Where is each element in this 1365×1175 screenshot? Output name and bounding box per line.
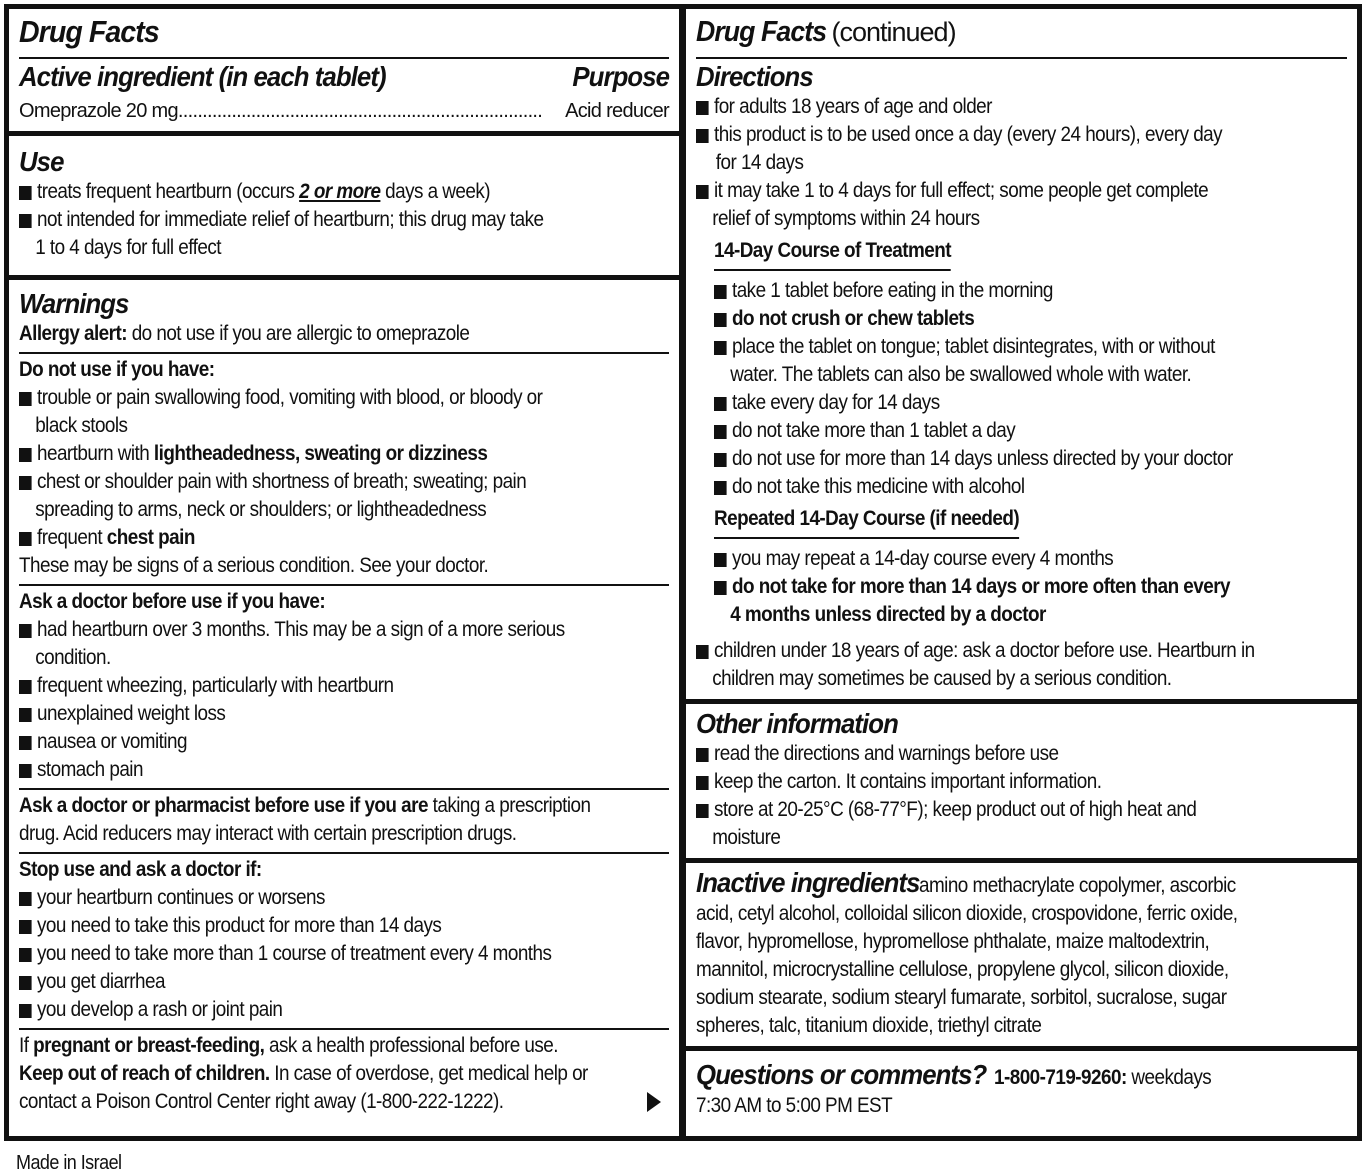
continued-label: (continued) bbox=[831, 16, 956, 47]
list-item: frequent wheezing, particularly with heartburn bbox=[19, 672, 604, 700]
list-item: keep the carton. It contains important information. bbox=[696, 768, 1282, 796]
do-not-use-heading: Do not use if you have: bbox=[19, 358, 215, 381]
do-not-use-note: These may be signs of a serious condition. See your doctor. bbox=[19, 554, 489, 577]
questions-section bbox=[686, 1051, 1357, 1126]
list-item: trouble or pain swallowing food, vomiting with blood, or bloody or bbox=[19, 384, 604, 412]
directions-section bbox=[686, 9, 1357, 704]
other-information-section bbox=[686, 704, 1357, 863]
list-item: you need to take this product for more than 14 days bbox=[19, 912, 604, 940]
list-item-continued: black stools bbox=[35, 414, 128, 437]
ask-pharmacist-continued: drug. Acid reducers may interact with certain prescription drugs. bbox=[19, 822, 517, 845]
list-item: this product is to be used once a day (every 24 hours), every day bbox=[696, 121, 1282, 149]
list-item: unexplained weight loss bbox=[19, 700, 604, 728]
inactive-ingredients-text: acid, cetyl alcohol, colloidal silicon dioxide, crospovidone, ferric oxide, bbox=[696, 902, 1238, 925]
list-item: do not use for more than 14 days unless directed by your doctor bbox=[714, 445, 1284, 473]
directions-heading: Directions bbox=[696, 61, 813, 92]
list-item: you need to take more than 1 course of treatment every 4 months bbox=[19, 940, 604, 968]
keep-out-of-reach: Keep out of reach of children. In case of overdose, get medical help or bbox=[19, 1062, 588, 1085]
continue-arrow-icon bbox=[647, 1092, 661, 1112]
ingredient-name: Omeprazole 20 mg bbox=[19, 100, 178, 122]
list-item: read the directions and warnings before use bbox=[696, 740, 1282, 768]
list-item: place the tablet on tongue; tablet disintegrates, with or without bbox=[714, 333, 1284, 361]
list-item: take every day for 14 days bbox=[714, 389, 1284, 417]
list-item-continued: 4 months unless directed by a doctor bbox=[730, 603, 1046, 626]
list-item: for adults 18 years of age and older bbox=[696, 93, 1282, 121]
inactive-ingredients-heading: Inactive ingredients bbox=[696, 867, 920, 898]
list-item: children under 18 years of age: ask a doctor before use. Heartburn in bbox=[696, 637, 1282, 665]
pregnancy-warning: If pregnant or breast-feeding, ask a health professional before use. bbox=[19, 1034, 558, 1057]
list-item: treats frequent heartburn (occurs 2 or more days a week) bbox=[19, 178, 604, 206]
list-item: nausea or vomiting bbox=[19, 728, 604, 756]
inactive-ingredients-section bbox=[686, 863, 1357, 1051]
inactive-ingredients-text: sodium stearate, sodium stearyl fumarate, sorbitol, sucralose, sugar bbox=[696, 986, 1227, 1009]
ingredient-purpose: Acid reducer bbox=[565, 100, 669, 122]
phone-number[interactable]: 1-800-719-9260: bbox=[993, 1066, 1127, 1089]
list-item: chest or shoulder pain with shortness of breath; sweating; pain bbox=[19, 468, 604, 496]
active-ingredient-heading: Active ingredient (in each tablet) bbox=[19, 61, 386, 92]
warnings-heading: Warnings bbox=[19, 288, 129, 319]
questions-heading: Questions or comments? bbox=[696, 1059, 987, 1090]
list-item: stomach pain bbox=[19, 756, 604, 784]
list-item-continued: condition. bbox=[35, 646, 111, 669]
list-item: store at 20-25°C (68-77°F); keep product out of high heat and bbox=[696, 796, 1282, 824]
drug-facts-right-panel bbox=[681, 4, 1362, 1141]
use-heading: Use bbox=[19, 146, 64, 177]
drug-facts-title: Drug Facts bbox=[19, 14, 159, 49]
allergy-alert: Allergy alert: do not use if you are allergic to omeprazole bbox=[19, 322, 470, 345]
list-item-continued: relief of symptoms within 24 hours bbox=[712, 207, 980, 230]
list-item-continued: water. The tablets can also be swallowed whole with water. bbox=[730, 363, 1192, 386]
hours-text: weekdays bbox=[1126, 1066, 1211, 1089]
list-item: take 1 tablet before eating in the morning bbox=[714, 277, 1284, 305]
inactive-ingredients-text: mannitol, microcrystalline cellulose, propylene glycol, silicon dioxide, bbox=[696, 958, 1229, 981]
list-item: do not take more than 1 tablet a day bbox=[714, 417, 1284, 445]
list-item-continued: spreading to arms, neck or shoulders; or lightheadedness bbox=[35, 498, 487, 521]
leader-dots: ........................................................................... bbox=[177, 100, 543, 122]
made-in-label: Made in Israel bbox=[16, 1152, 122, 1174]
inactive-ingredients-text: amino methacrylate copolymer, ascorbic bbox=[918, 874, 1236, 897]
warnings-section bbox=[9, 280, 679, 1122]
course-heading: 14-Day Course of Treatment bbox=[714, 237, 951, 271]
ask-doctor-heading: Ask a doctor before use if you have: bbox=[19, 590, 326, 613]
inactive-ingredients-text: spheres, talc, titanium dioxide, triethyl citrate bbox=[696, 1014, 1042, 1037]
active-ingredient-section bbox=[9, 9, 679, 136]
list-item: do not crush or chew tablets bbox=[714, 305, 1284, 333]
list-item: you get diarrhea bbox=[19, 968, 604, 996]
list-item: it may take 1 to 4 days for full effect; some people get complete bbox=[696, 177, 1282, 205]
list-item: frequent chest pain bbox=[19, 524, 604, 552]
list-item: not intended for immediate relief of heartburn; this drug may take bbox=[19, 206, 604, 234]
list-item-continued: 1 to 4 days for full effect bbox=[35, 236, 221, 259]
list-item: your heartburn continues or worsens bbox=[19, 884, 604, 912]
poison-control: contact a Poison Control Center right away (1-800-222-1222). bbox=[19, 1090, 504, 1113]
drug-facts-left-panel bbox=[4, 4, 684, 1141]
list-item: you develop a rash or joint pain bbox=[19, 996, 604, 1024]
list-item: heartburn with lightheadedness, sweating or dizziness bbox=[19, 440, 604, 468]
inactive-ingredients-text: flavor, hypromellose, hypromellose phthalate, maize maltodextrin, bbox=[696, 930, 1210, 953]
list-item: you may repeat a 14-day course every 4 months bbox=[714, 545, 1284, 573]
list-item: had heartburn over 3 months. This may be a sign of a more serious bbox=[19, 616, 604, 644]
purpose-heading: Purpose bbox=[572, 61, 669, 92]
hours-text: 7:30 AM to 5:00 PM EST bbox=[696, 1094, 893, 1117]
other-information-heading: Other information bbox=[696, 708, 898, 739]
list-item-continued: children may sometimes be caused by a serious condition. bbox=[712, 667, 1172, 690]
drug-facts-continued-title: Drug Facts bbox=[696, 16, 827, 48]
stop-use-heading: Stop use and ask a doctor if: bbox=[19, 858, 262, 881]
list-item: do not take this medicine with alcohol bbox=[714, 473, 1284, 501]
use-section bbox=[9, 136, 679, 280]
list-item-continued: for 14 days bbox=[715, 151, 804, 174]
list-item: do not take for more than 14 days or more often than every bbox=[714, 573, 1284, 601]
list-item-continued: moisture bbox=[712, 826, 781, 849]
ask-pharmacist: Ask a doctor or pharmacist before use if you are taking a prescription bbox=[19, 794, 591, 817]
repeat-course-heading: Repeated 14-Day Course (if needed) bbox=[714, 505, 1019, 539]
